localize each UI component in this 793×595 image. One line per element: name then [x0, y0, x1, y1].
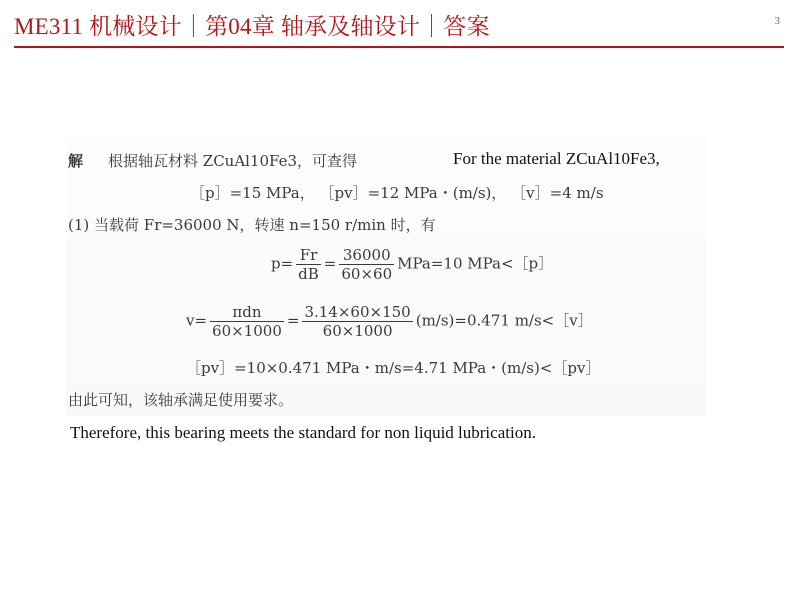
pressure-fraction-numerator: Fr [296, 246, 321, 265]
velocity-result: (m/s)=0.471 m/s<［v］ [415, 311, 593, 330]
step-1-condition: (1) 当载荷 Fr=36000 N，转速 n=150 r/min 时，有 [68, 216, 436, 234]
page-number: 3 [774, 15, 780, 27]
solution-label: 解 [68, 152, 84, 170]
header-title: ME311 机械设计｜第04章 轴承及轴设计｜答案 [14, 14, 490, 39]
pressure-numeric-denominator: 60×60 [341, 265, 393, 283]
velocity-fraction-denominator: 60×1000 [212, 322, 282, 340]
conclusion-chinese: 由此可知，该轴承满足使用要求。 [68, 391, 294, 409]
velocity-numeric-numerator: 3.14×60×150 [304, 303, 411, 321]
allowable-values: ［p］=15 MPa， ［pv］=12 MPa・(m/s)， ［v］=4 m/s [190, 184, 604, 202]
pressure-equation [271, 246, 553, 283]
pressure-numeric-numerator: 36000 [339, 246, 394, 265]
velocity-equation [186, 303, 593, 340]
pressure-result: MPa=10 MPa<［p］ [397, 254, 554, 273]
pressure-fraction-symbolic [296, 246, 321, 283]
pressure-fraction-denominator: dB [298, 265, 319, 283]
velocity-lhs: v= [186, 311, 208, 330]
english-note: For the material ZCuAl10Fe3, [453, 149, 660, 168]
english-conclusion: Therefore, this bearing meets the standard for non liquid lubrication. [70, 423, 536, 442]
pv-equation: ［pv］=10×0.471 MPa・m/s=4.71 MPa・(m/s)<［pv］ [186, 359, 601, 377]
pressure-equals: = [323, 254, 337, 273]
solution-intro: 根据轴瓦材料 ZCuAl10Fe3，可查得 [108, 152, 358, 170]
header-rule [14, 46, 784, 48]
velocity-numeric-denominator: 60×1000 [322, 322, 393, 340]
velocity-fraction-symbolic [210, 303, 284, 340]
velocity-fraction-numerator: πdn [210, 303, 284, 322]
pressure-lhs: p= [271, 254, 294, 273]
velocity-equals: = [286, 311, 300, 330]
velocity-fraction-numeric [302, 303, 412, 340]
pressure-fraction-numeric [339, 246, 394, 283]
